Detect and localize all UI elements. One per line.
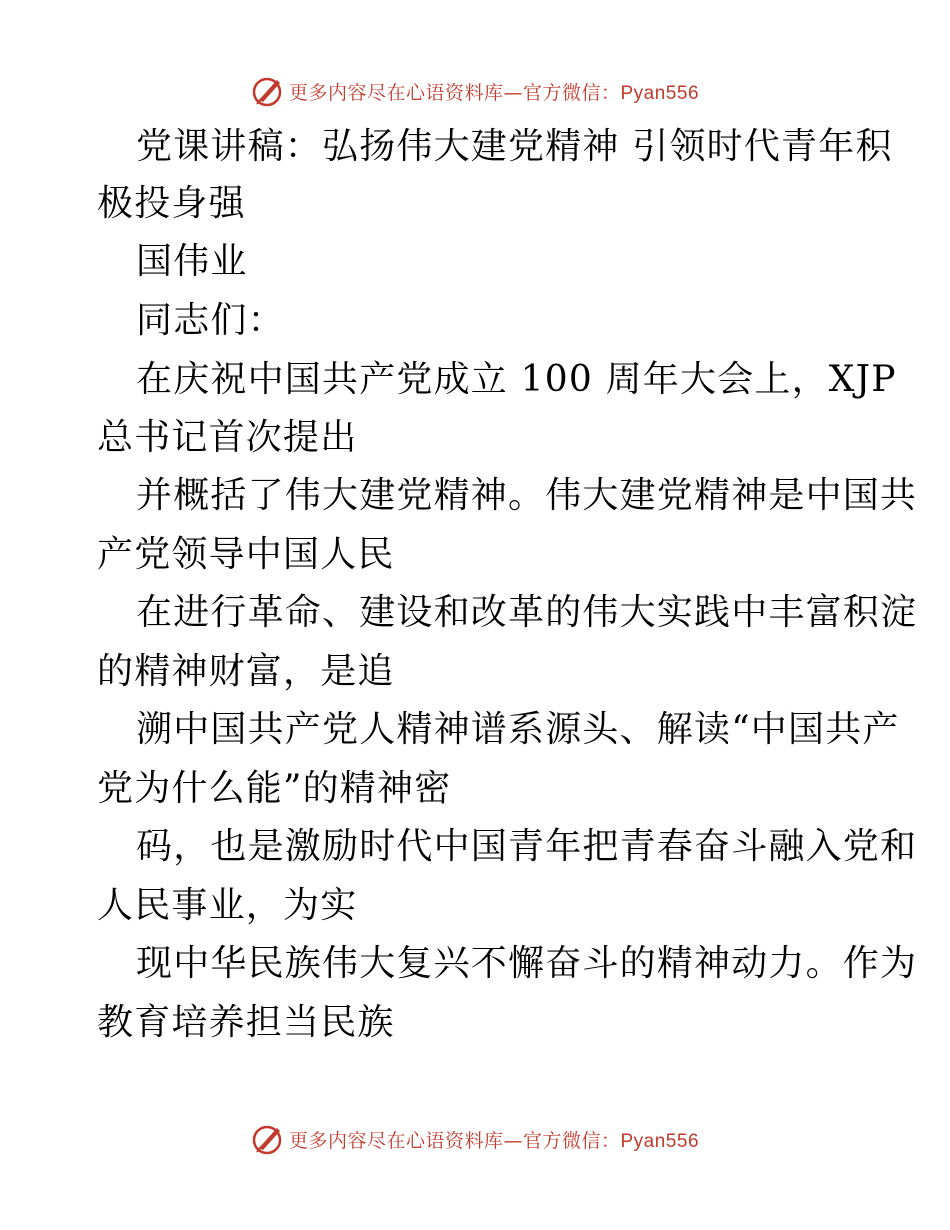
paragraph-line: 现中华民族伟大复兴不懈奋斗的精神动力。作为 bbox=[136, 943, 918, 984]
title-line-1: 党课讲稿：弘扬伟大建党精神 引领时代青年积 bbox=[136, 126, 893, 167]
paragraph-line: 在进行革命、建设和改革的伟大实践中丰富积淀 bbox=[136, 592, 918, 633]
paragraph-line: 码，也是激励时代中国青年把青春奋斗融入党和 bbox=[136, 826, 918, 867]
quill-pen-logo-icon bbox=[251, 1122, 285, 1156]
title-line-2: 极投身强 bbox=[97, 183, 246, 224]
paragraph-line: 人民事业，为实 bbox=[97, 885, 358, 926]
footer-banner-label: 更多内容尽在心语资料库—官方微信： bbox=[288, 1129, 621, 1152]
footer-banner-text bbox=[289, 1126, 699, 1153]
header-wechat-id: Pyan556 bbox=[620, 82, 700, 104]
paragraph-line: 溯中国共产党人精神谱系源头、解读“中国共产 bbox=[136, 709, 900, 750]
paragraph-line: 党为什么能”的精神密 bbox=[97, 768, 452, 809]
footer-wechat-id: Pyan556 bbox=[620, 1130, 700, 1152]
paragraph-line: 的精神财富，是追 bbox=[97, 651, 395, 692]
header-banner-text bbox=[289, 78, 699, 105]
paragraph-line: 总书记首次提出 bbox=[97, 417, 358, 458]
paragraph-line: 在庆祝中国共产党成立 100 周年大会上，XJP bbox=[136, 359, 897, 400]
paragraph-line: 并概括了伟大建党精神。伟大建党精神是中国共 bbox=[136, 475, 918, 516]
header-banner-label: 更多内容尽在心语资料库—官方微信： bbox=[288, 81, 621, 104]
header-banner bbox=[0, 71, 950, 111]
quill-pen-logo-icon bbox=[251, 74, 285, 108]
title-line-3: 国伟业 bbox=[136, 241, 248, 282]
salutation: 同志们： bbox=[136, 300, 285, 341]
paragraph-line: 教育培养担当民族 bbox=[97, 1002, 395, 1043]
footer-banner bbox=[0, 1119, 950, 1159]
paragraph-line: 产党领导中国人民 bbox=[97, 534, 395, 575]
